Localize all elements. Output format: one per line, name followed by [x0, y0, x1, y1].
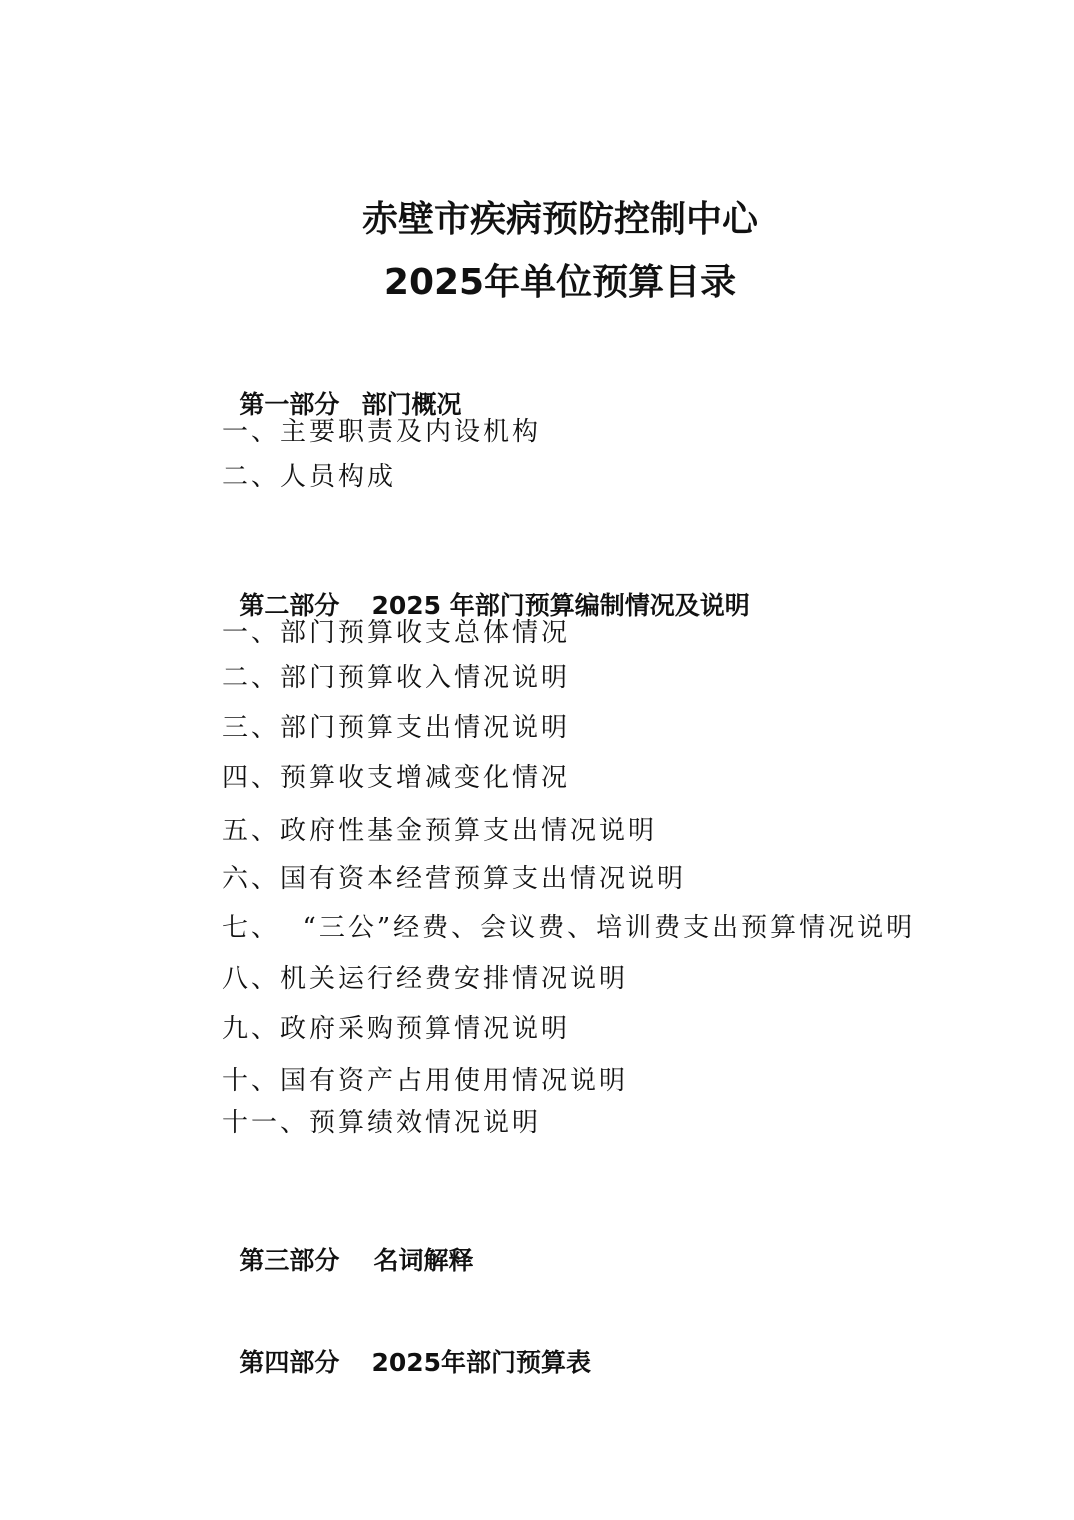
toc-item: 一、部门预算收支总体情况 — [222, 618, 571, 648]
part-1-label: 第一部分 — [239, 390, 340, 419]
toc-item: 五、政府性基金预算支出情况说明 — [222, 816, 658, 846]
title-line-1: 赤壁市疾病预防控制中心 — [361, 199, 758, 240]
toc-item: 二、人员构成 — [222, 462, 397, 492]
toc-item: 十、国有资产占用使用情况说明 — [222, 1066, 629, 1096]
part-2-heading — [222, 561, 750, 621]
toc-item: 九、政府采购预算情况说明 — [222, 1014, 571, 1044]
part-3-heading — [222, 1216, 473, 1276]
toc-item: 二、部门预算收入情况说明 — [222, 663, 571, 693]
toc-item: 四、预算收支增减变化情况 — [222, 763, 571, 793]
part-4-label: 第四部分 — [239, 1348, 340, 1377]
part-1-heading — [222, 360, 461, 420]
toc-item: 六、国有资本经营预算支出情况说明 — [222, 864, 687, 894]
part-3-name: 名词解释 — [373, 1246, 474, 1275]
toc-item: 七、 “三公”经费、会议费、培训费支出预算情况说明 — [222, 913, 916, 943]
toc-item: 八、机关运行经费安排情况说明 — [222, 964, 629, 994]
part-1-name: 部门概况 — [361, 390, 462, 419]
title-line-2: 2025年单位预算目录 — [383, 262, 737, 303]
part-3-label: 第三部分 — [239, 1246, 340, 1275]
document-title — [0, 188, 1074, 314]
toc-item: 三、部门预算支出情况说明 — [222, 713, 571, 743]
toc-item: 一、主要职责及内设机构 — [222, 417, 542, 447]
part-4-name: 2025年部门预算表 — [371, 1348, 592, 1377]
part-4-heading — [222, 1318, 591, 1378]
toc-item: 十一、预算绩效情况说明 — [222, 1108, 542, 1138]
part-2-name: 2025 年部门预算编制情况及说明 — [371, 591, 750, 620]
part-2-label: 第二部分 — [239, 591, 340, 620]
